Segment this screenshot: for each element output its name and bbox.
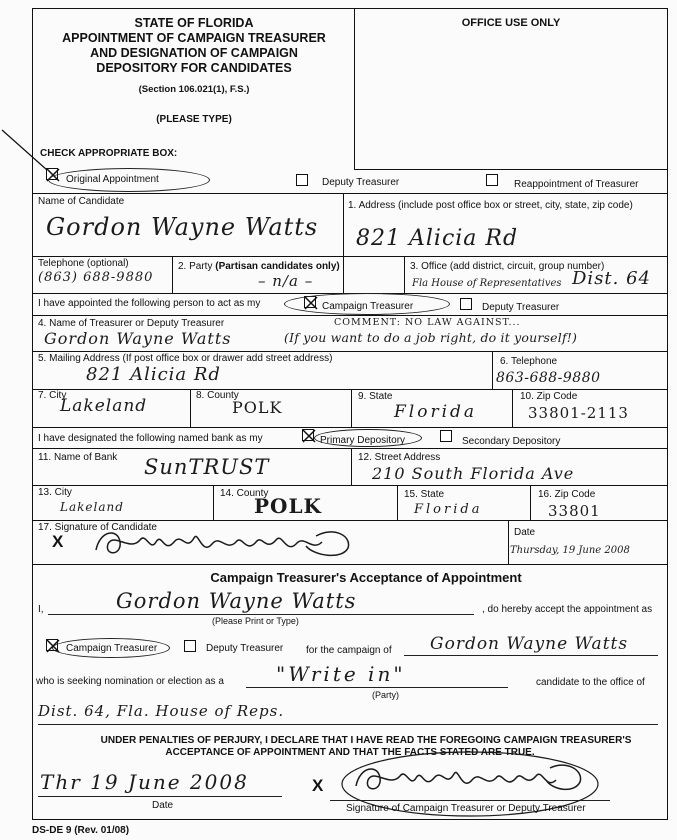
bank-state[interactable]: Florida bbox=[414, 502, 483, 517]
party-note: (Partisan candidates only) bbox=[215, 261, 340, 272]
acceptance-print-note: (Please Print or Type) bbox=[212, 616, 299, 626]
street-label: 12. Street Address bbox=[358, 452, 441, 463]
bank-city[interactable]: Lakeland bbox=[60, 500, 124, 514]
deputy-treasurer-label: Deputy Treasurer bbox=[322, 177, 400, 188]
bank-city-label: 13. City bbox=[38, 487, 72, 498]
treasurer-city-label: 7. City bbox=[38, 390, 67, 401]
bank-state-label: 15. State bbox=[404, 489, 445, 500]
telephone-label: Telephone (optional) bbox=[38, 258, 129, 269]
secondary-depository-checkbox[interactable] bbox=[440, 430, 452, 442]
div-2 bbox=[172, 256, 173, 293]
bank-zip[interactable]: 33801 bbox=[548, 502, 601, 520]
bank-label: 11. Name of Bank bbox=[38, 452, 118, 463]
treasurer-phone-label: 6. Telephone bbox=[500, 356, 558, 367]
bank-county-label: 14. County bbox=[220, 488, 269, 499]
div-11 bbox=[530, 485, 531, 520]
form-title bbox=[34, 16, 354, 76]
candidate-name[interactable]: Gordon Wayne Watts bbox=[46, 213, 319, 241]
candidate-date-label: Date bbox=[514, 527, 536, 538]
rule-4 bbox=[32, 315, 668, 316]
reappointment-label: Reappointment of Treasurer bbox=[514, 179, 639, 190]
bank-zip-label: 16. Zip Code bbox=[538, 489, 596, 500]
statute-ref: (Section 106.021(1), F.S.) bbox=[138, 84, 250, 95]
check-box-label: CHECK APPROPRIATE BOX: bbox=[40, 148, 178, 159]
candidate-name-label: Name of Candidate bbox=[38, 196, 125, 207]
acceptance-name-line bbox=[48, 614, 474, 615]
acceptance-name[interactable]: Gordon Wayne Watts bbox=[116, 589, 357, 613]
div-1 bbox=[343, 193, 344, 293]
campaign-of-line bbox=[404, 655, 658, 656]
treasurer-zip[interactable]: 33801-2113 bbox=[528, 404, 629, 422]
div-5 bbox=[190, 389, 191, 427]
please-type: (PLEASE TYPE) bbox=[156, 114, 232, 125]
campaign-treasurer-label: Campaign Treasurer bbox=[322, 301, 414, 312]
treasurer-state-label: 9. State bbox=[358, 391, 393, 402]
perjury-line-2: ACCEPTANCE OF APPOINTMENT AND THAT THE FACTS STATED ARE TRUE. bbox=[165, 747, 535, 758]
reappointment-checkbox[interactable] bbox=[486, 174, 498, 186]
candidate-signature-scribble[interactable] bbox=[90, 522, 370, 564]
office-use-bottom bbox=[354, 169, 668, 170]
secondary-depository-label: Secondary Depository bbox=[462, 436, 561, 447]
acceptance-campaign-treasurer-label: Campaign Treasurer bbox=[66, 643, 158, 654]
title-line-2: APPOINTMENT OF CAMPAIGN TREASURER bbox=[62, 31, 326, 45]
acceptance-candidate-office: candidate to the office of bbox=[536, 677, 645, 688]
treasurer-zip-label: 10. Zip Code bbox=[520, 391, 578, 402]
candidate-signature-x: X bbox=[52, 532, 64, 551]
acceptance-office[interactable]: Dist. 64, Fla. House of Reps. bbox=[38, 702, 285, 720]
treasurer-name-label: 4. Name of Treasurer or Deputy Treasurer bbox=[38, 318, 225, 329]
acceptance-deputy-label: Deputy Treasurer bbox=[206, 643, 284, 654]
perjury-line-1: UNDER PENALTIES OF PERJURY, I DECLARE THAT I HAVE READ THE FOREGOING CAMPAIGN TREASURER'S bbox=[100, 735, 632, 746]
office-label: 3. Office (add district, circuit, group number) bbox=[410, 261, 605, 272]
acceptance-date-line bbox=[38, 796, 282, 797]
acceptance-date-label: Date bbox=[152, 800, 174, 811]
div-7 bbox=[512, 389, 513, 427]
div-8 bbox=[351, 448, 352, 485]
bank-county[interactable]: POLK bbox=[254, 494, 322, 518]
rule-9 bbox=[32, 485, 668, 486]
treasurer-name[interactable]: Gordon Wayne Watts bbox=[44, 329, 232, 348]
candidate-signature-label: 17. Signature of Candidate bbox=[38, 522, 157, 533]
candidate-sign-date[interactable]: Thursday, 19 June 2008 bbox=[510, 545, 630, 556]
acceptance-i-label: I, bbox=[38, 604, 44, 615]
rule-5 bbox=[32, 351, 668, 352]
bank-name[interactable]: SunTRUST bbox=[144, 455, 270, 479]
div-12 bbox=[508, 520, 509, 564]
deputy-treasurer-checkbox[interactable] bbox=[296, 174, 308, 186]
office-large[interactable]: Dist. 64 bbox=[572, 268, 652, 289]
treasurer-phone[interactable]: 863-688-9880 bbox=[496, 370, 601, 386]
form-id: DS-DE 9 (Rev. 01/08) bbox=[32, 825, 130, 836]
div-10 bbox=[397, 485, 398, 520]
acceptance-party-label: (Party) bbox=[372, 690, 399, 700]
rule-6 bbox=[32, 389, 668, 390]
rule-11 bbox=[32, 564, 668, 565]
treasurer-county[interactable]: POLK bbox=[232, 398, 283, 417]
office-use-divider bbox=[354, 8, 355, 170]
title-line-1: STATE OF FLORIDA bbox=[134, 16, 254, 30]
address-label: 1. Address (include post office box or street, city, state, zip code) bbox=[348, 200, 633, 211]
acceptance-seeking: who is seeking nomination or election as a bbox=[36, 676, 224, 687]
original-appointment-label: Original Appointment bbox=[66, 174, 159, 185]
primary-depository-checkbox[interactable] bbox=[302, 429, 314, 441]
acceptance-signature-x: X bbox=[312, 776, 324, 795]
original-appointment-circle bbox=[48, 168, 210, 192]
party-line bbox=[246, 687, 508, 688]
acceptance-date[interactable]: Thr 19 June 2008 bbox=[40, 770, 249, 794]
office-use-label: OFFICE USE ONLY bbox=[461, 17, 561, 29]
acceptance-signature-label: Signature of Campaign Treasurer or Deputy Treasurer bbox=[346, 803, 586, 814]
title-line-3: AND DESIGNATION OF CAMPAIGN bbox=[90, 46, 298, 60]
treasurer-county-label: 8. County bbox=[196, 390, 239, 401]
rule-1 bbox=[32, 193, 668, 194]
title-line-4: DEPOSITORY FOR CANDIDATES bbox=[96, 61, 292, 75]
div-3 bbox=[404, 256, 405, 293]
rule-8 bbox=[32, 448, 668, 449]
appointed-statement: I have appointed the following person to act as my bbox=[38, 298, 261, 309]
comment-line-1: COMMENT: NO LAW AGAINST... bbox=[334, 317, 521, 328]
office-line bbox=[38, 724, 658, 725]
rule-2 bbox=[32, 256, 668, 257]
mailing-label: 5. Mailing Address (If post office box or drawer add street address) bbox=[38, 353, 333, 364]
candidate-telephone[interactable]: (863) 688-9880 bbox=[38, 270, 154, 285]
acceptance-campaign-of[interactable]: Gordon Wayne Watts bbox=[430, 634, 629, 654]
primary-depository-circle bbox=[314, 429, 422, 447]
candidate-party[interactable]: – n/a – bbox=[258, 272, 314, 290]
treasurer-mailing[interactable]: 821 Alicia Rd bbox=[86, 364, 221, 385]
rule-7 bbox=[32, 427, 668, 428]
rule-10 bbox=[32, 520, 668, 521]
div-9 bbox=[213, 485, 214, 520]
acceptance-deputy-checkbox[interactable] bbox=[184, 640, 196, 652]
depository-statement: I have designated the following named bank as my bbox=[38, 433, 263, 444]
acceptance-accept-text: , do hereby accept the appointment as bbox=[482, 604, 653, 615]
office-small[interactable]: Fla House of Representatives bbox=[412, 278, 562, 289]
treasurer-city[interactable]: Lakeland bbox=[60, 396, 148, 416]
candidate-address[interactable]: 821 Alicia Rd bbox=[356, 226, 519, 251]
campaign-treasurer-circle bbox=[284, 293, 450, 315]
bank-street[interactable]: 210 South Florida Ave bbox=[372, 464, 575, 483]
deputy-treasurer-label-2: Deputy Treasurer bbox=[482, 302, 560, 313]
treasurer-state[interactable]: Florida bbox=[394, 402, 478, 422]
div-4 bbox=[492, 351, 493, 389]
acceptance-party[interactable]: "Write in" bbox=[276, 662, 406, 686]
acceptance-title: Campaign Treasurer's Acceptance of Appointment bbox=[210, 570, 522, 585]
party-label: 2. Party bbox=[178, 261, 213, 272]
primary-depository-label: Primary Depository bbox=[320, 435, 406, 446]
acceptance-campaign-treasurer-circle bbox=[52, 638, 170, 658]
deputy-treasurer-checkbox-2[interactable] bbox=[460, 298, 472, 310]
party-label-group bbox=[178, 261, 340, 272]
comment-line-2: (If you want to do a job right, do it yourself!) bbox=[284, 330, 578, 345]
acceptance-for-campaign: for the campaign of bbox=[306, 645, 392, 656]
div-6 bbox=[351, 389, 352, 427]
